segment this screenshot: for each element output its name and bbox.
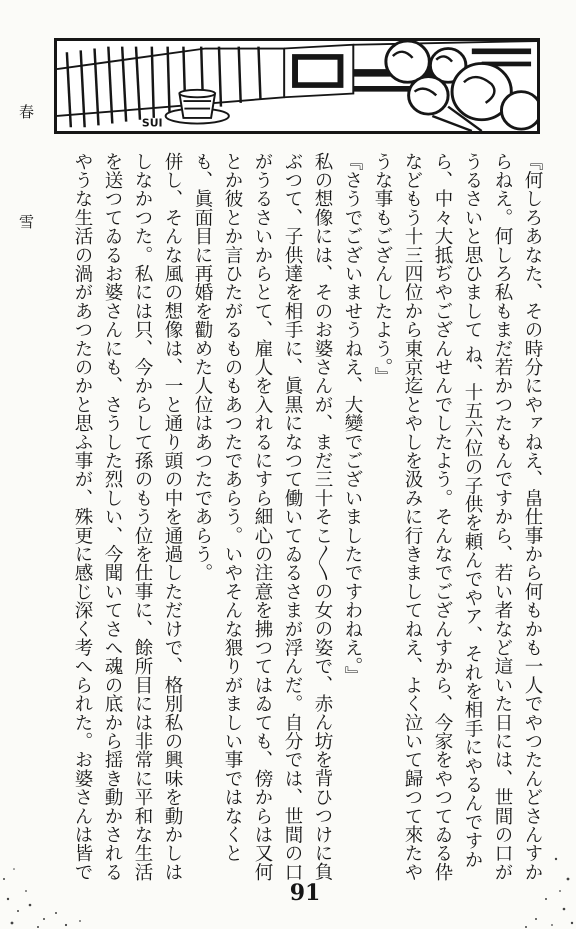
paragraph-3: 私の想像には、そのお婆さんが、まだ三十そこ〳〵の女の姿で、赤ん坊を背ひつけに負ぶつて、子供達を相手に、眞黒になつて働いてゐるさまが浮んだ。自分では、世間の口がうるさいからとて、雇人を入れるにすら細心の注意を拂つてはゐても、傍からは又何とか彼とか言ひたがるものもあつたであらう。いやそんな猥りがましい事ではなくとも、眞面目に再婚を勸めた人位はあつたであらう。 — [192, 152, 333, 882]
page-number: 91 — [289, 880, 321, 906]
print-speckle-left — [0, 839, 120, 929]
running-head-top: 春 — [17, 104, 35, 145]
paragraph-2: 『さうでございませうねえ、大變でございましたですわねえ。』 — [342, 152, 363, 686]
paragraph-4: 併し、そんな風の想像は、一と通り頭の中を通過しただけで、格別私の興味を動かしはしなかつた。私には只、今からして孫のもう位を仕事に、餘所目には非常に平和な生活を送つてゐるお婆さんにも、さうした烈しい、今聞いてさへ魂の底から揺き動かされるやうな生活の渦があつたのかと思ふ事が、殊更に感じ深く考へられた。お婆さんは皆で — [72, 152, 183, 882]
paragraph-1: 『何しろあなた、その時分にやァねえ、畠仕事から何もかも一人でやつたんどさんすからねえ。何しろ私もまだ若かつたもんですから、若い者など這いた日には、世間の口がうるさいと思ひまして ね、十五六位の子供を頼んでやア、それを相手にやるんですから、中々大抵ぢやござんせんでしたよう。そんなでござんすから、今家をやつてゐる伜などもう十三四位から東京迄とやしを汲みに行きましてねえ、よく泣いて歸つて來たやうな事もござんしたよう。』 — [372, 152, 543, 882]
vertical-body-text — [63, 152, 547, 887]
illustration-signature: SUI — [141, 117, 163, 130]
header-illustration — [54, 38, 540, 134]
running-head-bottom: 雪 — [17, 214, 35, 255]
header-illustration-drawing — [57, 41, 537, 131]
print-speckle-right — [456, 839, 576, 929]
